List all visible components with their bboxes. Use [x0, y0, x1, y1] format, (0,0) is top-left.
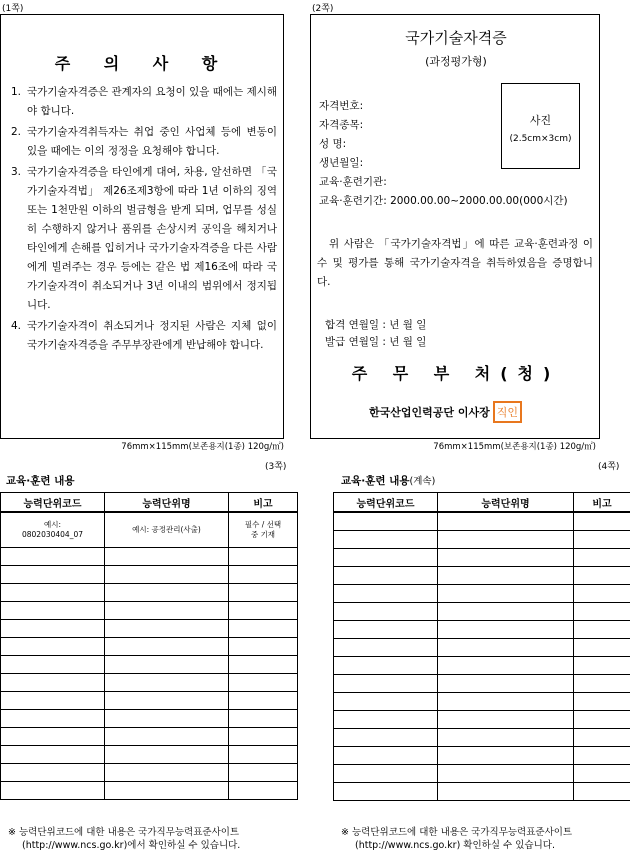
photo-label: 사진	[529, 114, 552, 127]
table-cell	[438, 693, 574, 711]
table-cell	[229, 674, 298, 692]
table-cell	[334, 675, 438, 693]
table-cell	[574, 783, 630, 801]
page1-label: (1쪽)	[2, 4, 24, 14]
table-cell	[438, 675, 574, 693]
table-cell	[229, 638, 298, 656]
field-cert-type: 자격종목:	[319, 119, 364, 131]
table-row	[334, 765, 630, 783]
notice-list	[9, 83, 277, 357]
table-cell	[229, 764, 298, 782]
header-note: 비고	[229, 493, 298, 513]
table-cell	[334, 729, 438, 747]
table-cell	[229, 782, 298, 800]
table-row	[1, 710, 298, 728]
table-cell	[574, 567, 630, 585]
table-cell	[334, 621, 438, 639]
table-cell	[1, 584, 105, 602]
table-cell	[229, 584, 298, 602]
ministry-name: 주 무 부 처(청)	[351, 364, 561, 383]
table-cell	[105, 674, 229, 692]
table-cell	[1, 782, 105, 800]
table-cell	[334, 512, 438, 531]
table-cell	[229, 692, 298, 710]
field-training-institute: 교육·훈련기관:	[319, 176, 387, 188]
page1-spec: 76mm×115mm(보존용지(1종) 120g/㎡)	[121, 442, 284, 452]
table-row	[334, 711, 630, 729]
certificate-dates	[325, 317, 426, 351]
table-cell	[229, 602, 298, 620]
table-cell	[334, 603, 438, 621]
page3-footnote: ※ 능력단위코드에 대한 내용은 국가직무능력표준사이트 (http://www.ncs.go.kr)에서 확인하실 수 있습니다.	[8, 827, 241, 851]
table-row	[1, 602, 298, 620]
table-cell	[229, 728, 298, 746]
table-cell	[438, 783, 574, 801]
table-cell	[574, 711, 630, 729]
field-birthdate: 생년월일:	[319, 157, 364, 169]
table-row	[1, 548, 298, 566]
table-cell	[105, 764, 229, 782]
table-cell	[105, 692, 229, 710]
table-row	[1, 638, 298, 656]
table-cell	[105, 566, 229, 584]
table-cell	[1, 656, 105, 674]
table-row	[1, 692, 298, 710]
table-cell	[1, 710, 105, 728]
table-row	[334, 675, 630, 693]
table-row	[334, 603, 630, 621]
table-cell	[229, 710, 298, 728]
table-row	[1, 728, 298, 746]
table-cell	[334, 783, 438, 801]
table-cell	[1, 602, 105, 620]
table-row	[1, 584, 298, 602]
table-cell	[105, 602, 229, 620]
table-row	[1, 764, 298, 782]
table-row	[334, 531, 630, 549]
certificate-subtitle: (과정평가형)	[425, 55, 487, 68]
table-cell	[574, 657, 630, 675]
notice-frame	[0, 14, 284, 439]
table-cell	[574, 621, 630, 639]
table-header-row	[1, 493, 298, 513]
header-unit-name: 능력단위명	[105, 493, 229, 513]
table-row	[334, 657, 630, 675]
field-training-period: 교육·훈련기간: 2000.00.00~2000.00.00(000시간)	[319, 195, 568, 207]
table-cell	[438, 639, 574, 657]
table-cell	[574, 585, 630, 603]
table-cell	[334, 585, 438, 603]
page2-label: (2쪽)	[312, 4, 334, 14]
table-cell	[438, 603, 574, 621]
table-cell	[574, 675, 630, 693]
table-cell	[574, 747, 630, 765]
example-name-cell: 예시: 공정관리(사출)	[105, 512, 229, 548]
table-cell	[334, 693, 438, 711]
certificate-body: 위 사람은 「국가기술자격법」에 따른 교육·훈련과정 이수 및 평가를 통해 국가기술자격을 취득하였음을 증명합니다.	[317, 238, 593, 288]
table-cell	[438, 747, 574, 765]
table-row	[334, 747, 630, 765]
table-cell	[334, 747, 438, 765]
table-header-row	[334, 493, 630, 513]
page4-label: (4쪽)	[598, 462, 620, 472]
pass-date: 합격 연월일 : 년 월 일	[325, 319, 427, 331]
table-row	[1, 566, 298, 584]
table-cell	[1, 566, 105, 584]
table-cell	[438, 567, 574, 585]
table-cell	[105, 620, 229, 638]
table-cell	[229, 548, 298, 566]
table-cell	[105, 656, 229, 674]
table-cell	[334, 567, 438, 585]
certificate-fields	[319, 97, 568, 211]
table-row	[334, 549, 630, 567]
table-cell	[334, 639, 438, 657]
table-cell	[438, 621, 574, 639]
table-row	[1, 620, 298, 638]
page4-section-title: 교육·훈련 내용(계속)	[341, 475, 436, 487]
table-row	[1, 746, 298, 764]
table-cell	[438, 711, 574, 729]
page3-label: (3쪽)	[265, 462, 287, 472]
table-cell	[574, 603, 630, 621]
notice-item-1: 1. 국가기술자격증은 관계자의 요청이 있을 때에는 제시해야 합니다.	[11, 86, 277, 117]
issuer-name: 한국산업인력공단 이사장	[369, 406, 490, 419]
page3-section-title: 교육·훈련 내용	[6, 475, 75, 487]
notice-item-4: 4. 국가기술자격이 취소되거나 정지된 사람은 지체 없이 국가기술자격증을 주무부장관에게 반납해야 합니다.	[11, 320, 277, 351]
training-table	[0, 492, 298, 800]
table-cell	[334, 531, 438, 549]
table-row	[334, 693, 630, 711]
table-cell	[1, 764, 105, 782]
table-row	[1, 782, 298, 800]
table-cell	[1, 548, 105, 566]
table-row	[334, 585, 630, 603]
table-cell	[334, 765, 438, 783]
table-cell	[574, 729, 630, 747]
notice-title: 주 의 사 항	[54, 54, 232, 73]
notice-item-3: 3. 국가기술자격증을 타인에게 대여, 차용, 알선하면 「국가기술자격법」 제26조제3항에 따라 1년 이하의 징역 또는 1천만원 이하의 벌금형을 받게 되며, 업무를 성실히 수행하지 않거나 품위를 손상시켜 공익을 해치거나 타인에게 손해를 입히거나 국가기술자격증을 다른 사람에게 빌려주는 경우 등에는 같은 법 제16조에 따라 국가기술자격이 취소되거나 3년 이내의 범위에서 정지됩니다.	[11, 166, 277, 311]
table-cell	[1, 746, 105, 764]
table-cell	[438, 585, 574, 603]
example-note-cell: 필수 / 선택 중 기재	[229, 512, 298, 548]
table-cell	[438, 729, 574, 747]
issue-date: 발급 연월일 : 년 월 일	[325, 336, 427, 348]
table-cell	[105, 746, 229, 764]
table-cell	[1, 674, 105, 692]
table-cell	[334, 657, 438, 675]
page2-spec: 76mm×115mm(보존용지(1종) 120g/㎡)	[433, 442, 596, 452]
table-cell	[574, 765, 630, 783]
table-cell	[105, 638, 229, 656]
table-cell	[334, 711, 438, 729]
header-unit-code: 능력단위코드	[1, 493, 105, 513]
issuer	[369, 401, 522, 423]
table-cell	[229, 566, 298, 584]
table-row	[334, 783, 630, 801]
table-cell	[438, 531, 574, 549]
table-cell	[1, 620, 105, 638]
table-cell	[1, 728, 105, 746]
table-cell	[1, 638, 105, 656]
table-cell	[574, 639, 630, 657]
certificate-title: 국가기술자격증	[405, 29, 507, 47]
table-cell	[105, 548, 229, 566]
table-cell	[105, 728, 229, 746]
table-cell	[334, 549, 438, 567]
table-cell	[105, 710, 229, 728]
page4-footnote: ※ 능력단위코드에 대한 내용은 국가직무능력표준사이트 (http://www.ncs.go.kr) 확인하실 수 있습니다.	[341, 827, 573, 851]
example-code-cell: 예시: 0802030404_07	[1, 512, 105, 548]
field-name: 성 명:	[319, 138, 347, 150]
table-cell	[438, 549, 574, 567]
table-cell	[105, 584, 229, 602]
table-cell	[438, 512, 574, 531]
table-row	[334, 729, 630, 747]
notice-item-2: 2. 국가기술자격취득자는 취업 중인 사업체 등에 변동이 있을 때에는 이의 정정을 요청해야 합니다.	[11, 126, 277, 157]
table-cell	[574, 512, 630, 531]
table-cell	[1, 692, 105, 710]
field-cert-number: 자격번호:	[319, 100, 364, 112]
table-row	[1, 656, 298, 674]
table-cell	[574, 693, 630, 711]
table-cell	[229, 656, 298, 674]
table-row	[334, 567, 630, 585]
header-unit-name: 능력단위명	[438, 493, 574, 513]
table-row-example	[1, 512, 298, 548]
table-cell	[105, 782, 229, 800]
table-row	[1, 674, 298, 692]
table-row	[334, 639, 630, 657]
training-table-continued	[333, 492, 630, 801]
table-cell	[229, 746, 298, 764]
table-cell	[574, 549, 630, 567]
official-seal: 직인	[493, 401, 522, 423]
header-unit-code: 능력단위코드	[334, 493, 438, 513]
photo-size: (2.5cm×3cm)	[509, 134, 572, 144]
certificate-frame	[310, 14, 600, 439]
table-cell	[438, 765, 574, 783]
header-note: 비고	[574, 493, 630, 513]
table-cell	[574, 531, 630, 549]
table-cell	[438, 657, 574, 675]
table-row	[334, 621, 630, 639]
table-row	[334, 512, 630, 531]
table-cell	[229, 620, 298, 638]
